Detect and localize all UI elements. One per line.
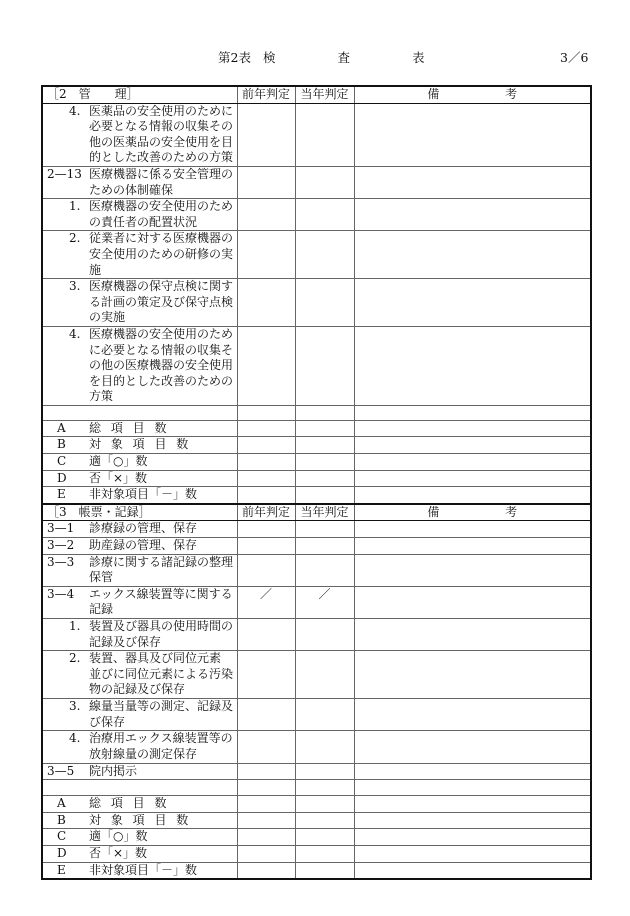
table-row <box>42 521 591 538</box>
item-number: C <box>57 829 67 844</box>
item-number: D <box>57 470 67 485</box>
curr-judgment-cell[interactable] <box>295 420 354 437</box>
prev-judgment-cell[interactable] <box>237 470 295 487</box>
item-cell <box>42 619 237 651</box>
remarks-cell[interactable] <box>354 103 591 166</box>
item-text: 診療録の管理、保存 <box>89 521 198 536</box>
item-text: 対 象 項 目 数 <box>89 812 192 827</box>
item-number: 3—3 <box>47 554 75 569</box>
item-text: 適「○」数 <box>89 829 148 844</box>
section-title: ［3 帳票・記録］ <box>47 504 151 519</box>
item-number: 2. <box>69 651 81 666</box>
prev-judgment-cell[interactable] <box>237 538 295 555</box>
item-text: 線量当量等の測定、記録及 び保存 <box>89 699 234 729</box>
prev-judgment-cell[interactable] <box>237 166 295 198</box>
prev-judgment-header: 前年判定 <box>237 86 295 103</box>
item-cell <box>42 166 237 198</box>
item-cell <box>42 437 237 454</box>
table-row <box>42 199 591 231</box>
remarks-cell[interactable] <box>354 405 591 420</box>
remarks-cell[interactable] <box>354 199 591 231</box>
remarks-cell[interactable] <box>354 763 591 780</box>
title-prefix: 第2表 <box>218 50 251 65</box>
table-row <box>42 538 591 555</box>
item-number: E <box>57 862 66 877</box>
item-text: 医療機器の安全使用のため に必要となる情報の収集そ の他の医療機器の安全使用 を目的とした改善のための 方策 <box>89 326 234 404</box>
remarks-cell[interactable] <box>354 166 591 198</box>
item-cell <box>42 763 237 780</box>
item-number: 1. <box>69 619 81 633</box>
curr-judgment-cell[interactable] <box>295 763 354 780</box>
curr-judgment-cell[interactable] <box>295 812 354 829</box>
item-text: 医療機器に係る安全管理の ための体制確保 <box>89 166 234 197</box>
item-number: 4. <box>69 103 81 118</box>
curr-judgment-cell[interactable] <box>295 199 354 231</box>
prev-judgment-cell[interactable] <box>237 699 295 731</box>
item-number: 3—4 <box>47 586 75 601</box>
item-text: 医薬品の安全使用のために 必要となる情報の収集その 他の医薬品の安全使用を目 的とした改善のための方策 <box>89 103 234 165</box>
curr-judgment-cell[interactable] <box>295 405 354 420</box>
remarks-cell[interactable] <box>354 538 591 555</box>
item-number: C <box>57 454 67 469</box>
item-text: 助産録の管理、保存 <box>89 538 198 553</box>
prev-judgment-cell[interactable] <box>237 420 295 437</box>
curr-judgment-cell[interactable] <box>295 829 354 846</box>
remarks-cell[interactable] <box>354 862 591 879</box>
summary-row <box>42 487 591 504</box>
table-row <box>42 619 591 651</box>
section-header-row <box>42 86 591 103</box>
remarks-cell[interactable] <box>354 454 591 471</box>
item-number: 2. <box>69 231 81 246</box>
remarks-cell[interactable] <box>354 845 591 862</box>
item-number: A <box>57 796 66 811</box>
item-cell <box>42 845 237 862</box>
item-text: 装置及び器具の使用時間の 記録及び保存 <box>89 619 234 649</box>
curr-judgment-cell[interactable] <box>295 862 354 879</box>
remarks-header <box>354 504 591 521</box>
item-text: エックス線装置等に関する 記録 <box>89 586 233 617</box>
prev-judgment-cell[interactable] <box>237 812 295 829</box>
curr-judgment-cell[interactable] <box>295 619 354 651</box>
item-cell <box>42 454 237 471</box>
item-number: A <box>57 420 66 435</box>
prev-judgment-cell[interactable] <box>237 487 295 504</box>
summary-row <box>42 796 591 813</box>
table-row <box>42 405 591 420</box>
item-cell <box>42 780 237 796</box>
curr-judgment-cell[interactable] <box>295 454 354 471</box>
remarks-cell[interactable] <box>354 651 591 699</box>
table-row <box>42 780 591 796</box>
curr-judgment-cell[interactable] <box>295 487 354 504</box>
summary-row <box>42 420 591 437</box>
item-text: 総 項 目 数 <box>89 796 170 811</box>
section-header-row <box>42 504 591 521</box>
item-text: 院内掲示 <box>89 763 138 778</box>
item-text: 医療機器の安全使用のため の責任者の配置状況 <box>89 199 234 229</box>
item-cell <box>42 586 237 618</box>
curr-judgment-header: 当年判定 <box>295 504 354 521</box>
item-number: 2—13 <box>47 166 82 181</box>
table-row <box>42 763 591 780</box>
item-cell <box>42 651 237 699</box>
curr-judgment-cell[interactable] <box>295 103 354 166</box>
prev-judgment-cell[interactable] <box>237 437 295 454</box>
item-cell <box>42 231 237 279</box>
curr-judgment-cell[interactable] <box>295 845 354 862</box>
curr-judgment-cell[interactable] <box>295 437 354 454</box>
table-row <box>42 231 591 279</box>
section-header <box>42 504 237 521</box>
remarks-cell[interactable] <box>354 420 591 437</box>
title-word: 表 <box>411 50 425 65</box>
item-cell <box>42 405 237 420</box>
remarks-cell[interactable] <box>354 231 591 279</box>
remarks-label: 考 <box>505 504 518 519</box>
item-cell <box>42 470 237 487</box>
prev-judgment-cell[interactable] <box>237 731 295 763</box>
remarks-cell[interactable] <box>354 437 591 454</box>
item-text: 否「×」数 <box>89 470 148 485</box>
item-cell <box>42 699 237 731</box>
item-text: 非対象項目「－」数 <box>89 862 198 877</box>
prev-judgment-cell[interactable] <box>237 651 295 699</box>
item-text: 装置、器具及び同位元素 並びに同位元素による汚染 物の記録及び保存 <box>89 651 234 697</box>
curr-judgment-cell[interactable] <box>295 780 354 796</box>
section-title: ［2 管 理］ <box>47 87 139 101</box>
curr-judgment-cell[interactable] <box>295 470 354 487</box>
item-text: 治療用エックス線装置等の 放射線量の測定保存 <box>89 731 233 761</box>
prev-judgment-cell[interactable] <box>237 405 295 420</box>
prev-judgment-cell[interactable] <box>237 326 295 405</box>
remarks-cell[interactable] <box>354 326 591 405</box>
item-text: 非対象項目「－」数 <box>89 487 198 502</box>
item-cell <box>42 420 237 437</box>
curr-judgment-cell[interactable] <box>295 279 354 327</box>
item-number: B <box>57 812 66 827</box>
page-number: 3／6 <box>560 50 589 65</box>
prev-judgment-cell[interactable] <box>237 829 295 846</box>
prev-judgment-cell[interactable]: ／ <box>237 586 295 618</box>
item-text: 診療に関する諸記録の整理 保管 <box>89 554 234 585</box>
curr-judgment-cell[interactable] <box>295 326 354 405</box>
item-cell <box>42 199 237 231</box>
item-text: 適「○」数 <box>89 454 148 469</box>
remarks-cell[interactable] <box>354 731 591 763</box>
item-cell <box>42 487 237 504</box>
prev-judgment-cell[interactable] <box>237 521 295 538</box>
item-cell <box>42 796 237 813</box>
summary-row <box>42 812 591 829</box>
curr-judgment-cell[interactable] <box>295 231 354 279</box>
table-row <box>42 699 591 731</box>
prev-judgment-cell[interactable] <box>237 780 295 796</box>
summary-row <box>42 454 591 471</box>
item-number: B <box>57 437 66 452</box>
prev-judgment-cell[interactable] <box>237 862 295 879</box>
title-word: 査 <box>337 50 350 65</box>
item-number: 3. <box>69 279 81 294</box>
table-row <box>42 279 591 327</box>
item-text: 総 項 目 数 <box>89 420 170 435</box>
remarks-label: 考 <box>505 87 518 101</box>
item-text: 否「×」数 <box>89 845 148 860</box>
prev-judgment-cell[interactable] <box>237 231 295 279</box>
curr-judgment-cell[interactable] <box>295 731 354 763</box>
title-word: 検 <box>262 50 276 65</box>
curr-judgment-cell[interactable] <box>295 538 354 555</box>
table-row <box>42 731 591 763</box>
table-row <box>42 103 591 166</box>
item-cell <box>42 326 237 405</box>
prev-judgment-cell[interactable] <box>237 845 295 862</box>
summary-row <box>42 437 591 454</box>
remarks-cell[interactable] <box>354 279 591 327</box>
summary-row <box>42 845 591 862</box>
prev-judgment-cell[interactable] <box>237 103 295 166</box>
item-number: 1. <box>69 199 81 214</box>
prev-judgment-cell[interactable] <box>237 763 295 780</box>
item-cell <box>42 862 237 879</box>
remarks-cell[interactable] <box>354 521 591 538</box>
prev-judgment-cell[interactable] <box>237 554 295 586</box>
item-cell <box>42 829 237 846</box>
remarks-header <box>354 86 591 103</box>
remarks-cell[interactable] <box>354 780 591 796</box>
curr-judgment-cell[interactable] <box>295 796 354 813</box>
table-row <box>42 554 591 586</box>
item-cell <box>42 279 237 327</box>
item-cell <box>42 103 237 166</box>
item-text: 対 象 項 目 数 <box>89 437 192 452</box>
item-number: E <box>57 487 66 502</box>
table-row <box>42 326 591 405</box>
curr-judgment-cell[interactable] <box>295 651 354 699</box>
item-number: 3. <box>69 699 81 714</box>
page-title <box>218 48 424 66</box>
item-text: 医療機器の保守点検に関す る計画の策定及び保守点検 の実施 <box>89 279 234 325</box>
prev-judgment-cell[interactable] <box>237 199 295 231</box>
curr-judgment-header: 当年判定 <box>295 86 354 103</box>
remarks-cell[interactable] <box>354 586 591 618</box>
summary-row <box>42 470 591 487</box>
prev-judgment-header: 前年判定 <box>237 504 295 521</box>
curr-judgment-cell[interactable] <box>295 521 354 538</box>
summary-row <box>42 829 591 846</box>
prev-judgment-cell[interactable] <box>237 619 295 651</box>
remarks-cell[interactable] <box>354 829 591 846</box>
curr-judgment-cell[interactable] <box>295 699 354 731</box>
item-cell <box>42 521 237 538</box>
item-number: D <box>57 845 67 860</box>
item-number: 4. <box>69 326 81 341</box>
section-header <box>42 86 237 103</box>
item-cell <box>42 554 237 586</box>
remarks-label: 備 <box>427 87 440 101</box>
curr-judgment-cell[interactable] <box>295 554 354 586</box>
curr-judgment-cell[interactable] <box>295 166 354 198</box>
remarks-cell[interactable] <box>354 812 591 829</box>
inspection-table <box>41 85 592 880</box>
table-row <box>42 166 591 198</box>
item-cell <box>42 812 237 829</box>
item-number: 3—1 <box>47 521 75 536</box>
remarks-cell[interactable] <box>354 554 591 586</box>
item-number: 3—5 <box>47 763 75 778</box>
remarks-cell[interactable] <box>354 699 591 731</box>
remarks-label: 備 <box>427 504 440 519</box>
remarks-cell[interactable] <box>354 619 591 651</box>
remarks-cell[interactable] <box>354 487 591 504</box>
prev-judgment-cell[interactable] <box>237 279 295 327</box>
item-number: 4. <box>69 731 81 746</box>
remarks-cell[interactable] <box>354 470 591 487</box>
item-text: 従業者に対する医療機器の 安全使用のための研修の実 施 <box>89 231 234 277</box>
table-row <box>42 586 591 618</box>
remarks-cell[interactable] <box>354 796 591 813</box>
summary-row <box>42 862 591 879</box>
prev-judgment-cell[interactable] <box>237 796 295 813</box>
item-cell <box>42 731 237 763</box>
item-cell <box>42 538 237 555</box>
curr-judgment-cell[interactable]: ／ <box>295 586 354 618</box>
item-number: 3—2 <box>47 538 75 553</box>
prev-judgment-cell[interactable] <box>237 454 295 471</box>
table-row <box>42 651 591 699</box>
